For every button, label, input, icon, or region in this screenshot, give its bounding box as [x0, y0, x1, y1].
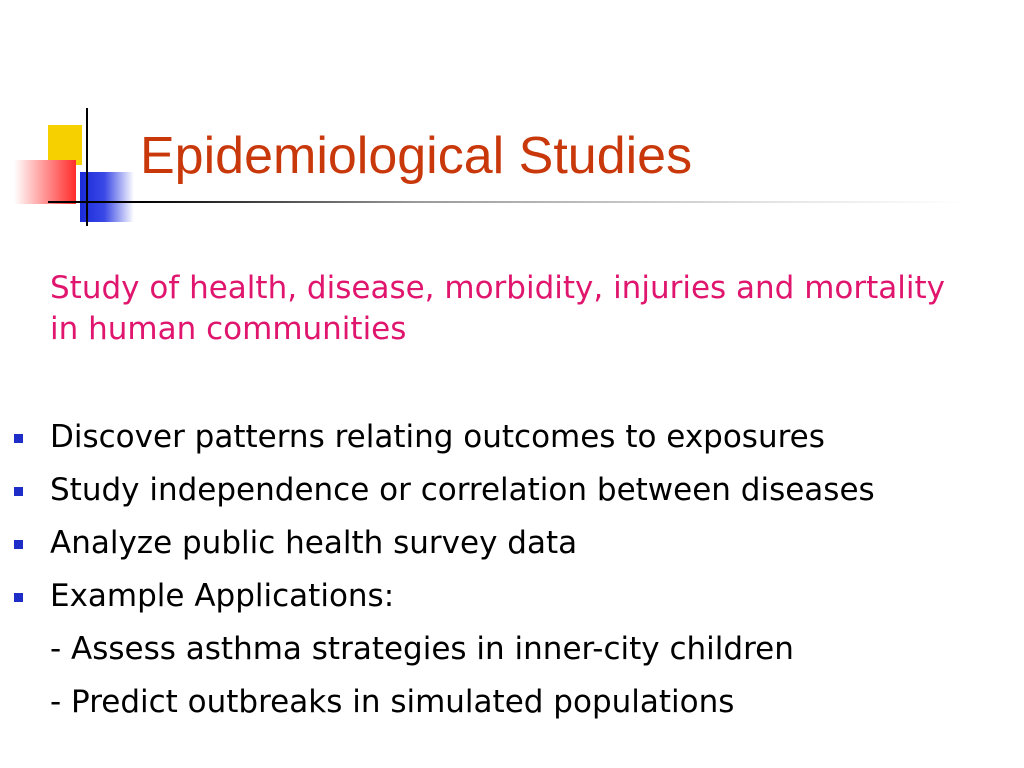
square-bullet-icon: [14, 593, 23, 602]
sub-bullet-item: [14, 625, 875, 678]
bullet-item: [14, 572, 875, 625]
bullet-list: [14, 413, 875, 731]
square-bullet-icon: [14, 434, 23, 443]
sub-bullet-text: - Assess asthma strategies in inner-city children: [50, 631, 794, 667]
bullet-item: [14, 519, 875, 572]
bullet-text: Study independence or correlation between diseases: [50, 472, 875, 508]
blue-square-shape: [80, 172, 134, 222]
red-square-shape: [14, 160, 76, 204]
slide-title: Epidemiological Studies: [140, 127, 693, 185]
square-bullet-icon: [14, 487, 23, 496]
title-underline: [48, 201, 968, 203]
slide-subtitle: Study of health, disease, morbidity, injuries and mortality in human communities: [50, 270, 945, 347]
bullet-text: Analyze public health survey data: [50, 525, 578, 561]
yellow-square-shape: [48, 125, 82, 165]
sub-bullet-text: - Predict outbreaks in simulated populations: [50, 684, 735, 720]
bullet-text: Example Applications:: [50, 578, 395, 614]
sub-bullet-item: [14, 678, 875, 731]
bullet-item: [14, 413, 875, 466]
decorative-logo-icon: [0, 0, 160, 240]
bullet-item: [14, 466, 875, 519]
vertical-rule: [86, 108, 88, 226]
bullet-text: Discover patterns relating outcomes to exposures: [50, 419, 825, 455]
square-bullet-icon: [14, 540, 23, 549]
